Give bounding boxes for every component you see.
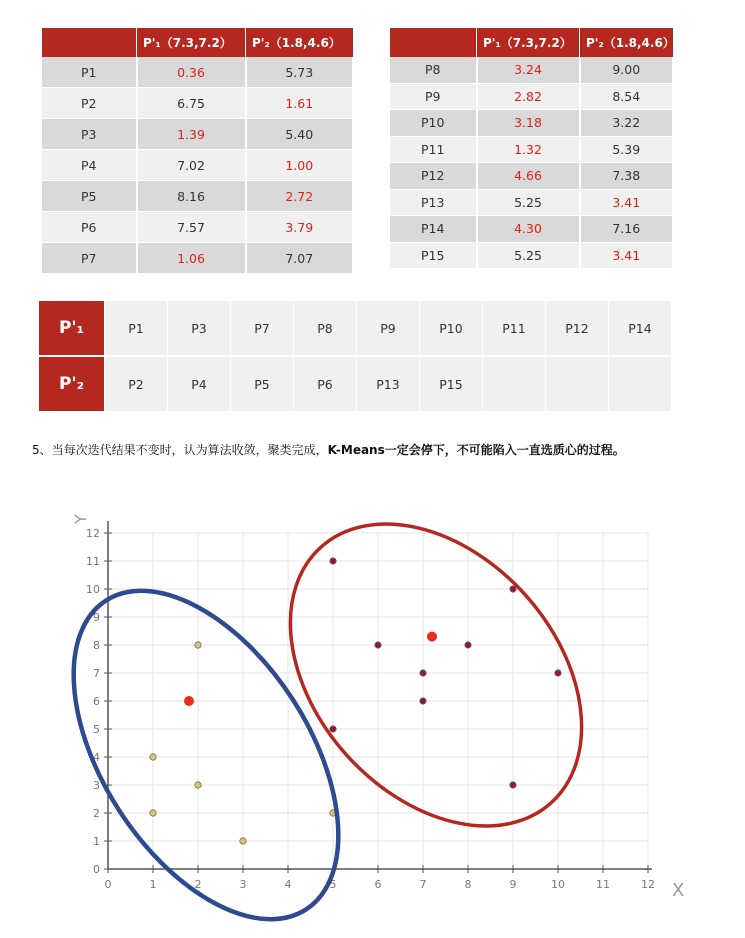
cluster-2-member: P5: [231, 356, 294, 412]
x-tick-label: 12: [641, 878, 655, 891]
caption-bold-text: K-Means一定会停下，不可能陷入一直选质心的过程。: [327, 443, 625, 457]
header-centroid-1: P'₁（7.3,7.2）: [137, 28, 246, 57]
cluster-2-member: P15: [420, 356, 483, 412]
cluster-1-member: P8: [294, 301, 357, 356]
data-point-cluster2: [150, 810, 156, 816]
y-tick-label: 3: [93, 779, 100, 792]
x-tick-label: 5: [329, 878, 337, 891]
y-tick-label: 6: [93, 695, 100, 708]
y-tick-label: 2: [93, 807, 100, 820]
data-point-cluster2: [195, 782, 201, 788]
cluster-2-member: P6: [294, 356, 357, 412]
x-tick-label: 11: [596, 878, 610, 891]
corner-header: [390, 28, 477, 57]
table-row: [42, 88, 353, 119]
x-tick-label: 8: [464, 878, 472, 891]
distance-to-centroid-2: 7.07: [246, 243, 354, 274]
data-point-cluster1: [420, 670, 426, 676]
data-point-cluster1: [330, 558, 336, 564]
y-tick-label: 12: [86, 527, 100, 540]
point-name: P6: [42, 212, 137, 243]
point-name: P2: [42, 88, 137, 119]
point-name: P5: [42, 181, 137, 212]
cluster-1-member: P9: [357, 301, 420, 356]
distance-to-centroid-2: 2.72: [246, 181, 354, 212]
table-row: [390, 189, 673, 216]
distance-to-centroid-2: 5.40: [246, 119, 354, 150]
cluster-2-member: P13: [357, 356, 420, 412]
cluster-1-member: P11: [483, 301, 546, 356]
cluster-1-member: P12: [546, 301, 609, 356]
scatter-chart: [0, 490, 745, 938]
distance-to-centroid-1: 7.57: [137, 212, 246, 243]
distance-to-centroid-2: 5.39: [580, 136, 674, 163]
cluster-2-member: P2: [105, 356, 168, 412]
y-tick-label: 5: [93, 723, 100, 736]
x-tick-label: 9: [509, 878, 517, 891]
y-tick-label: 1: [93, 835, 100, 848]
table-row: [42, 119, 353, 150]
distance-to-centroid-1: 4.30: [477, 216, 580, 243]
cluster-1-ellipse: [232, 490, 641, 883]
y-tick-label: 4: [93, 751, 100, 764]
distance-to-centroid-2: 3.79: [246, 212, 354, 243]
table-row: [42, 57, 353, 88]
cluster-1-member: P1: [105, 301, 168, 356]
distance-to-centroid-2: 3.41: [580, 242, 674, 269]
distance-to-centroid-2: 7.38: [580, 163, 674, 190]
distance-to-centroid-1: 6.75: [137, 88, 246, 119]
header-centroid-2: P'₂（1.8,4.6）: [246, 28, 354, 57]
distance-to-centroid-1: 2.82: [477, 83, 580, 110]
distance-to-centroid-2: 3.22: [580, 110, 674, 137]
x-tick-label: 4: [284, 878, 292, 891]
point-name: P12: [390, 163, 477, 190]
point-name: P15: [390, 242, 477, 269]
data-point-cluster1: [510, 586, 516, 592]
distance-to-centroid-2: 3.41: [580, 189, 674, 216]
distance-to-centroid-1: 7.02: [137, 150, 246, 181]
table-row: [42, 212, 353, 243]
distance-to-centroid-2: 1.61: [246, 88, 354, 119]
caption-text: 5、当每次迭代结果不变时，认为算法收敛，聚类完成，: [32, 443, 328, 457]
point-name: P9: [390, 83, 477, 110]
x-tick-label: 7: [419, 878, 427, 891]
cluster-1-member: P14: [609, 301, 672, 356]
empty-cell: [483, 356, 546, 412]
point-name: P7: [42, 243, 137, 274]
point-name: P1: [42, 57, 137, 88]
distance-table-right: [390, 28, 674, 269]
point-name: P3: [42, 119, 137, 150]
y-tick-label: 10: [86, 583, 100, 596]
distance-to-centroid-1: 4.66: [477, 163, 580, 190]
y-tick-label: 9: [93, 611, 100, 624]
distance-to-centroid-1: 3.24: [477, 57, 580, 83]
table-row: [42, 150, 353, 181]
data-point-cluster2: [240, 838, 246, 844]
data-point-cluster1: [510, 782, 516, 788]
distance-to-centroid-1: 1.06: [137, 243, 246, 274]
point-name: P14: [390, 216, 477, 243]
table-row: [390, 57, 673, 83]
cluster-1-label: P'₁: [39, 301, 105, 356]
distance-to-centroid-2: 7.16: [580, 216, 674, 243]
y-tick-label: 0: [93, 863, 100, 876]
cluster-2-row: [39, 356, 672, 412]
distance-to-centroid-1: 5.25: [477, 189, 580, 216]
table-row: [390, 136, 673, 163]
point-name: P10: [390, 110, 477, 137]
point-name: P11: [390, 136, 477, 163]
table-row: [390, 110, 673, 137]
x-tick-label: 0: [104, 878, 112, 891]
cluster-1-member: P3: [168, 301, 231, 356]
header-centroid-2: P'₂（1.8,4.6）: [580, 28, 674, 57]
x-tick-label: 1: [149, 878, 157, 891]
centroid-point: [427, 632, 437, 642]
cluster-1-member: P10: [420, 301, 483, 356]
data-point-cluster1: [420, 698, 426, 704]
data-point-cluster1: [375, 642, 381, 648]
distance-to-centroid-1: 0.36: [137, 57, 246, 88]
y-tick-label: 7: [93, 667, 100, 680]
x-tick-label: 10: [551, 878, 565, 891]
table-row: [42, 181, 353, 212]
data-point-cluster2: [150, 754, 156, 760]
distance-to-centroid-1: 5.25: [477, 242, 580, 269]
distance-to-centroid-1: 8.16: [137, 181, 246, 212]
header-centroid-1: P'₁（7.3,7.2）: [477, 28, 580, 57]
x-tick-label: 3: [239, 878, 247, 891]
distance-to-centroid-2: 9.00: [580, 57, 674, 83]
y-tick-label: 8: [93, 639, 100, 652]
x-tick-label: 2: [194, 878, 202, 891]
distance-table-left: [42, 28, 354, 274]
corner-header: [42, 28, 137, 57]
caption: [32, 441, 625, 458]
table-row: [390, 163, 673, 190]
empty-cell: [546, 356, 609, 412]
x-axis-label: X: [672, 880, 685, 901]
table-row: [390, 242, 673, 269]
cluster-2-member: P4: [168, 356, 231, 412]
data-point-cluster1: [330, 726, 336, 732]
y-tick-label: 11: [86, 555, 100, 568]
x-tick-label: 6: [374, 878, 382, 891]
data-point-cluster1: [555, 670, 561, 676]
cluster-assignment-table: [39, 301, 672, 413]
empty-cell: [609, 356, 672, 412]
data-point-cluster1: [465, 642, 471, 648]
table-row: [42, 243, 353, 274]
table-row: [390, 83, 673, 110]
cluster-1-member: P7: [231, 301, 294, 356]
distance-to-centroid-2: 5.73: [246, 57, 354, 88]
cluster-2-label: P'₂: [39, 356, 105, 412]
data-point-cluster2: [195, 642, 201, 648]
y-axis-label: Y: [71, 514, 90, 524]
distance-to-centroid-2: 8.54: [580, 83, 674, 110]
point-name: P4: [42, 150, 137, 181]
cluster-1-row: [39, 301, 672, 356]
table-row: [390, 216, 673, 243]
distance-to-centroid-1: 3.18: [477, 110, 580, 137]
point-name: P8: [390, 57, 477, 83]
distance-to-centroid-1: 1.32: [477, 136, 580, 163]
distance-to-centroid-2: 1.00: [246, 150, 354, 181]
point-name: P13: [390, 189, 477, 216]
centroid-point: [184, 696, 194, 706]
distance-to-centroid-1: 1.39: [137, 119, 246, 150]
